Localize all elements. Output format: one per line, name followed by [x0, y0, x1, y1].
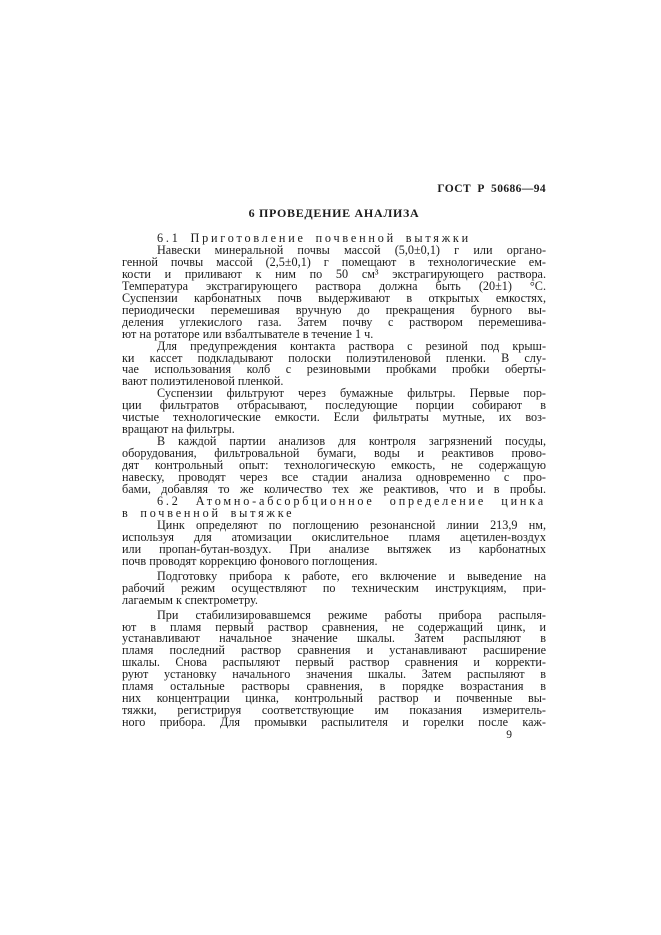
text-line: чистые технологические емкости. Если фильтраты мутные, их воз-: [122, 410, 546, 425]
text-line: При стабилизировавшемся режиме работы прибора распыля-: [157, 607, 546, 622]
text-line: Суспензии фильтруют через бумажные фильтры. Первые пор-: [157, 386, 546, 401]
subsection-6-1-heading: 6.1 Приготовление почвенной вытяжки: [157, 231, 471, 245]
text-line: оборудования, фильтровальной бумаги, воды и реактивов прово-: [122, 446, 546, 461]
text-line: пламя остальные растворы сравнения, в порядке возрастания в: [122, 679, 546, 694]
running-header: ГОСТ Р 50686—94: [437, 183, 546, 195]
paragraph-filtering: [122, 388, 546, 436]
text-line: ного прибора. Для промывки распылителя и горелки после каж-: [122, 715, 546, 730]
text-line: Навески минеральной почвы массой (5,0±0,1) г или органо-: [157, 242, 546, 257]
text-line: рабочий режим осуществляют по техническим инструкциям, при-: [122, 580, 546, 595]
subsection-6-2-heading-line-1: 6.2 Атомно-абсорбционное определение цинка: [157, 493, 546, 508]
page-number: 9: [506, 729, 512, 741]
text-line: генной почвы массой (2,5±0,1) г помещают в технологические ем-: [122, 254, 546, 269]
text-line: Для предупреждения контакта раствора с резиной под крыш-: [157, 338, 546, 353]
text-line: ции фильтратов отбрасывают, последующие порции собирают в: [122, 398, 546, 413]
text-line: Подготовку прибора к работе, его включение и выведение на: [157, 568, 546, 583]
text-line: устанавливают начальное значение шкалы. Затем распыляют в: [122, 631, 546, 646]
text-line: дят контрольный опыт: технологическую емкость, не содержащую: [122, 458, 546, 473]
text-line: лагаемым к спектрометру.: [122, 592, 258, 607]
subsection-6-2-heading: [122, 493, 546, 520]
text-line: ют в пламя первый раствор сравнения, не содержащий цинк, и: [122, 619, 546, 634]
paragraph-zinc-determination: [122, 517, 546, 568]
paragraph-instrument-setup: [122, 568, 546, 607]
text-line: почв проводят коррекцию фонового поглощения.: [122, 553, 378, 568]
text-line: вают полиэтиленовой пленкой.: [122, 374, 284, 389]
text-line: или пропан-бутан-воздух. При анализе вытяжек из карбонатных: [122, 541, 546, 556]
text-line: В каждой партии анализов для контроля загрязнений посуды,: [157, 434, 546, 449]
text-line: Суспензии карбонатных почв выдерживают в открытых емкостях,: [122, 290, 546, 305]
text-line: навеску, проводят через все стадии анализа одновременно с про-: [122, 470, 546, 485]
text-line: используя для атомизации окислительное пламя ацетилен-воздух: [122, 529, 546, 544]
text-line: бами, добавляя то же количество тех же реактивов, что и в пробы.: [122, 482, 546, 497]
subsection-6-2-heading-line-2: в почвенной вытяжке: [122, 505, 295, 520]
paragraph-rubber-contact: [122, 338, 546, 389]
text-line: них концентрации цинка, контрольный раствор и почвенные вы-: [122, 691, 546, 706]
text-line: ют на ротаторе или взбалтывателе в течение 1 ч.: [122, 326, 374, 341]
text-block: [122, 183, 546, 729]
text-line: вращают на фильтры.: [122, 422, 235, 437]
text-line: ки кассет подкладывают полоски полиэтиленовой пленки. В слу-: [122, 350, 546, 365]
text-line: пламя последний раствор сравнения и устанавливают расширение: [122, 643, 546, 658]
text-line: чае использования колб с резиновыми пробками пробки оберты-: [122, 362, 546, 377]
paragraph-measurement-procedure: [122, 607, 546, 730]
section-heading: 6 ПРОВЕДЕНИЕ АНАЛИЗА: [248, 206, 420, 220]
text-line: Цинк определяют по поглощению резонансной линии 213,9 нм,: [157, 517, 546, 532]
text-line: тяжки, регистрируя соответствующие им показания измеритель-: [122, 703, 546, 718]
text-line: деления углекислого газа. Затем почву с раствором перемешива-: [122, 314, 546, 329]
text-line: периодически перемешивая вручную до прекращения бурного вы-: [122, 302, 546, 317]
paragraph-extract-preparation: [122, 242, 546, 341]
text-line: руют установку начального значения шкалы. Затем распыляют в: [122, 667, 546, 682]
paragraph-control-test: [122, 436, 546, 496]
text-line: Температура экстрагирующего раствора должна быть (20±1) °С.: [122, 278, 546, 293]
text-line: шкалы. Снова распыляют первый раствор сравнения и корректи-: [122, 655, 546, 670]
text-line: кости и приливают к ним по 50 см³ экстрагирующего раствора.: [122, 266, 546, 281]
